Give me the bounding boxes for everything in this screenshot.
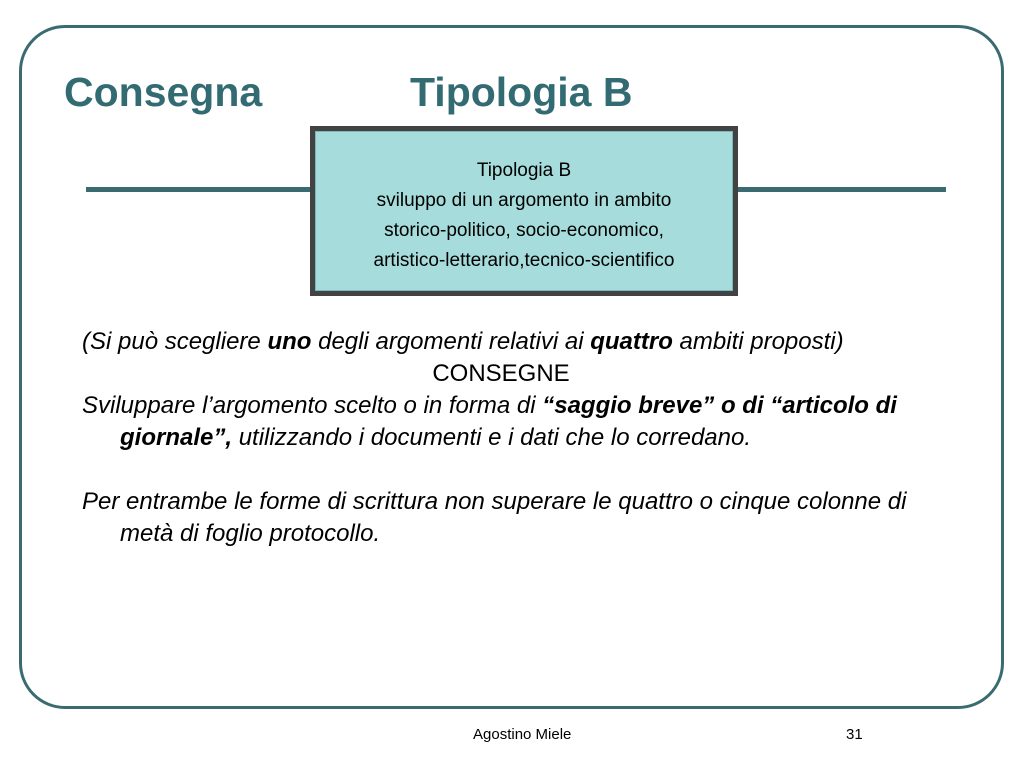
slide-title-right: Tipologia B <box>410 69 633 115</box>
paragraph-choice <box>82 326 942 358</box>
p2-text-a: Sviluppare l’argomento scelto o in forma di <box>82 392 543 419</box>
p1-text-c: degli argomenti relativi ai <box>311 328 591 355</box>
paragraph-instructions <box>82 390 942 454</box>
slide-body <box>82 326 942 550</box>
callout-line-2: sviluppo di un argomento in ambito <box>376 190 672 211</box>
p1-emphasis-quattro: quattro <box>590 328 673 355</box>
title-rule-left <box>86 187 312 192</box>
callout-box <box>310 126 738 296</box>
callout-line-3: storico-politico, socio-economico, <box>384 220 664 241</box>
p2-text-c: utilizzando i documenti e i dati che lo corredano. <box>232 424 751 451</box>
callout-line-4: artistico-letterario,tecnico-scientifico <box>373 250 675 271</box>
consegne-heading: CONSEGNE <box>432 360 570 387</box>
paragraph-length-limit: Per entrambe le forme di scrittura non superare le quattro o cinque colonne di metà di foglio protocollo. <box>82 488 907 547</box>
paragraph-gap <box>82 454 942 486</box>
footer-page-number: 31 <box>846 726 863 743</box>
slide-title-left: Consegna <box>64 69 263 115</box>
p2-emphasis-forms: “saggio breve” o di “articolo di giornale”, <box>120 392 897 451</box>
callout-line-1: Tipologia B <box>476 160 572 181</box>
p1-emphasis-uno: uno <box>267 328 312 355</box>
footer-author: Agostino Miele <box>473 726 572 743</box>
p1-text-e: ambiti proposti) <box>672 328 844 355</box>
callout-content <box>315 131 733 291</box>
p1-text-a: (Si può scegliere <box>82 328 268 355</box>
title-rule-right <box>736 187 946 192</box>
